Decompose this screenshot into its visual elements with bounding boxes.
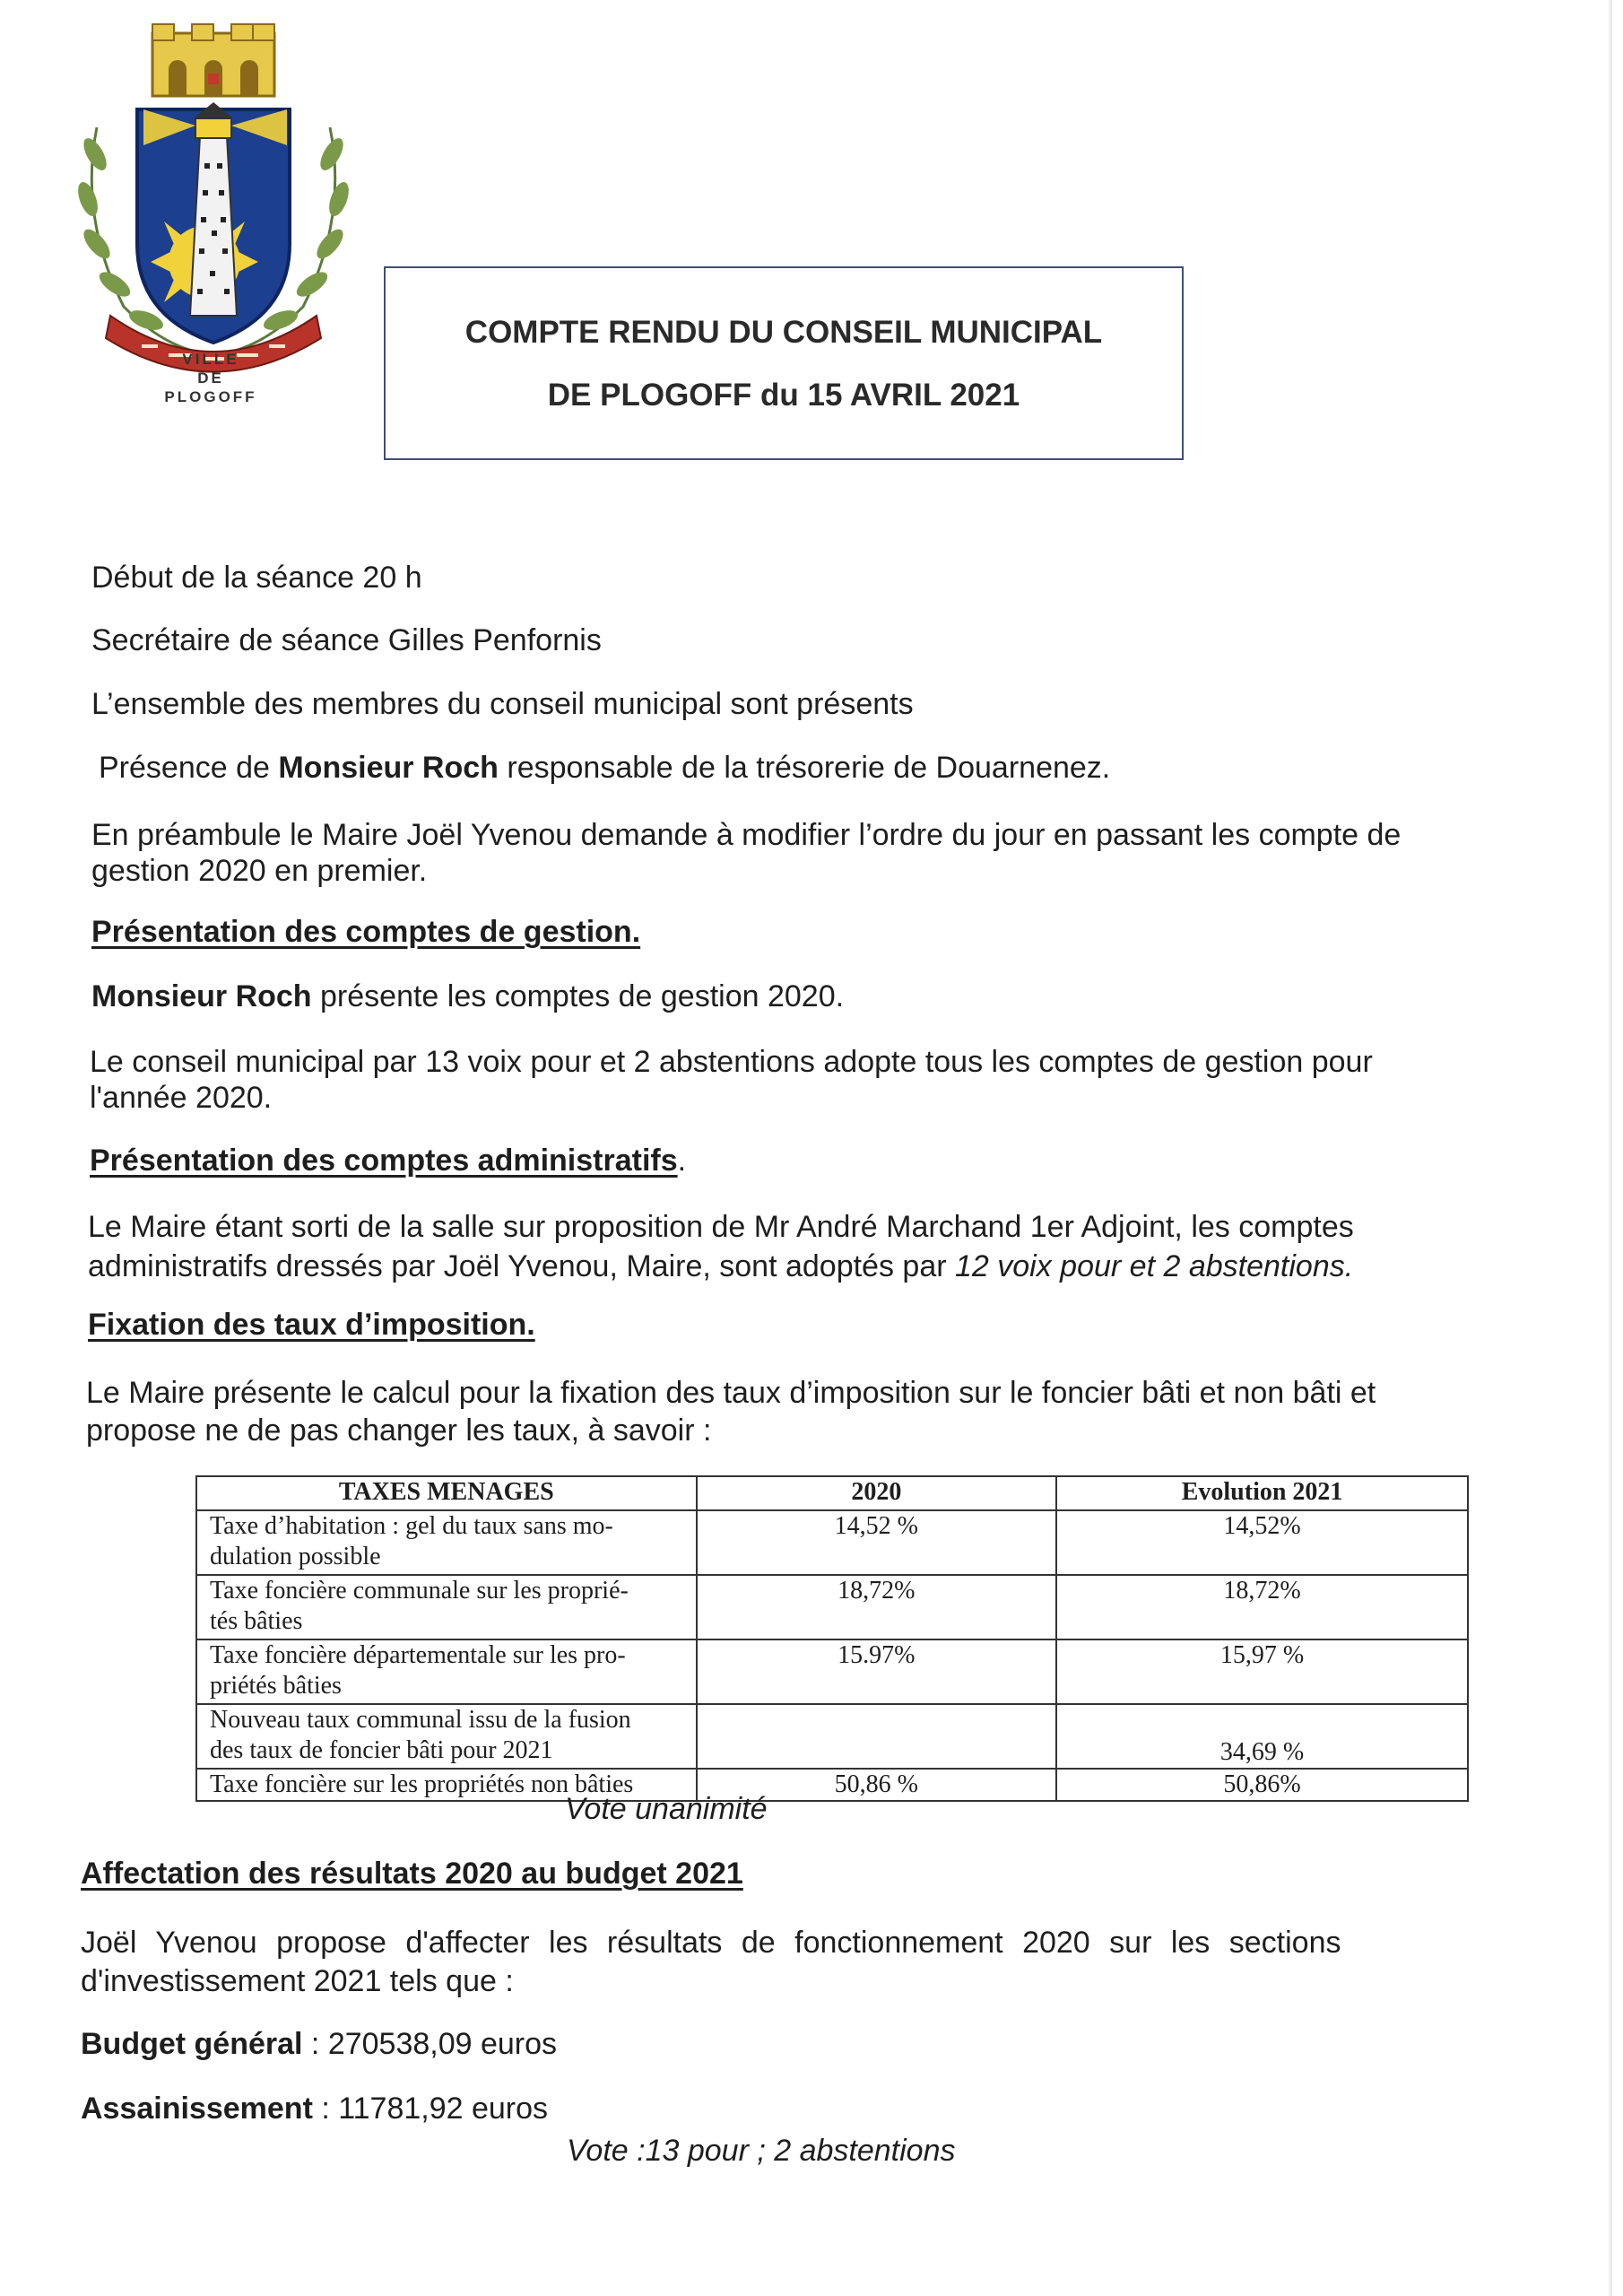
table-row xyxy=(196,1769,1468,1801)
preambule-line-2: gestion 2020 en premier. xyxy=(91,854,428,888)
affectation-line-1: Joël Yvenou propose d'affecter les résultats de fonctionnement 2020 sur les sections xyxy=(81,1926,1341,1960)
admin-line-2-italic: 12 voix pour et 2 abstentions. xyxy=(955,1249,1354,1283)
row-value-2021: 34,69 % xyxy=(1056,1704,1468,1769)
heading-taux-imposition: Fixation des taux d’imposition. xyxy=(88,1308,535,1342)
row-value-2020: 15.97% xyxy=(697,1639,1057,1704)
budget-general-line xyxy=(81,2025,557,2063)
row-label xyxy=(196,1575,697,1639)
admin-line-2 xyxy=(88,1248,1353,1285)
taux-line-2: propose ne de pas changer les taux, à savoir : xyxy=(86,1413,712,1448)
gestion-p2-line-1: Le conseil municipal par 13 voix pour et 2 abstentions adopte tous les comptes de gestion pour xyxy=(90,1045,1373,1079)
heading-comptes-gestion: Présentation des comptes de gestion. xyxy=(91,915,641,949)
row-value-2021: 50,86% xyxy=(1056,1769,1468,1801)
header-evolution-2021: Evolution 2021 xyxy=(1056,1476,1468,1510)
assainissement-label: Assainissement xyxy=(81,2092,313,2126)
heading-admin-suffix: . xyxy=(677,1144,687,1178)
presence-line xyxy=(99,749,1110,787)
taxes-table xyxy=(195,1475,1469,1802)
row-value-2020 xyxy=(697,1704,1057,1769)
row-value-2021: 14,52% xyxy=(1056,1510,1468,1575)
table-row xyxy=(196,1639,1468,1704)
row-label-line-1: Taxe foncière communale sur les proprié- xyxy=(210,1577,629,1605)
row-label-line-2: dulation possible xyxy=(210,1543,381,1570)
vote-unanimite: Vote unanimité xyxy=(565,1792,768,1826)
header-taxes-menages: TAXES MENAGES xyxy=(196,1476,697,1510)
secretaire-seance: Secrétaire de séance Gilles Penfornis xyxy=(91,623,602,657)
gestion-p1-bold: Monsieur Roch xyxy=(91,979,312,1013)
ville-word: VILLE xyxy=(182,351,239,368)
heading-admin-line xyxy=(90,1142,686,1179)
plogoff-word: PLOGOFF xyxy=(164,388,257,405)
table-row xyxy=(196,1510,1468,1575)
heading-affectation-resultats: Affectation des résultats 2020 au budget 2021 xyxy=(81,1857,743,1891)
row-value-2021: 15,97 % xyxy=(1056,1639,1468,1704)
row-value-2021: 18,72% xyxy=(1056,1575,1468,1639)
row-label-line-1: Taxe foncière départementale sur les pro- xyxy=(210,1641,626,1669)
vote-affectation: Vote :13 pour ; 2 abstentions xyxy=(567,2134,956,2168)
ville-de-plogoff-label xyxy=(135,350,287,406)
budget-general-label: Budget général xyxy=(81,2027,303,2061)
table-row xyxy=(196,1704,1468,1769)
page-edge xyxy=(1609,0,1612,2296)
header-2020: 2020 xyxy=(697,1476,1057,1510)
gestion-p2-line-2: l'année 2020. xyxy=(90,1081,273,1115)
row-value-2020: 50,86 % xyxy=(697,1769,1057,1801)
de-word: DE xyxy=(197,370,224,387)
budget-general-value: : 270538,09 euros xyxy=(302,2027,558,2061)
row-label xyxy=(196,1704,697,1769)
row-value-2020: 18,72% xyxy=(697,1575,1057,1639)
row-label-line-2: des taux de foncier bâti pour 2021 xyxy=(210,1736,553,1764)
gestion-p1-rest: présente les comptes de gestion 2020. xyxy=(311,979,845,1013)
row-label-line-2: tés bâties xyxy=(210,1607,303,1635)
admin-line-1: Le Maire étant sorti de la salle sur proposition de Mr André Marchand 1er Adjoint, les comptes xyxy=(88,1210,1354,1244)
assainissement-line xyxy=(81,2090,548,2127)
gestion-p1 xyxy=(91,978,844,1015)
row-label-line-1: Nouveau taux communal issu de la fusion xyxy=(210,1706,631,1734)
table-header-row xyxy=(196,1476,1468,1510)
title-line-2: DE PLOGOFF du 15 AVRIL 2021 xyxy=(547,378,1020,413)
plogoff-coat-of-arms-icon xyxy=(61,20,366,396)
row-value-2020: 14,52 % xyxy=(697,1510,1057,1575)
affectation-line-2: d'investissement 2021 tels que : xyxy=(81,1964,514,1998)
debut-seance: Début de la séance 20 h xyxy=(91,561,422,595)
title-box xyxy=(384,266,1184,460)
taux-line-1: Le Maire présente le calcul pour la fixation des taux d’imposition sur le foncier bâti et non bâti et xyxy=(86,1376,1376,1410)
presence-pre: Présence de xyxy=(99,751,279,785)
admin-line-2-pre: administratifs dressés par Joël Yvenou, Maire, sont adoptés par xyxy=(88,1249,955,1283)
preambule-line-1: En préambule le Maire Joël Yvenou demande à modifier l’ordre du jour en passant les compte de xyxy=(91,818,1402,852)
title-line-1: COMPTE RENDU DU CONSEIL MUNICIPAL xyxy=(464,315,1103,350)
table-row xyxy=(196,1575,1468,1639)
membres-presents: L’ensemble des membres du conseil municipal sont présents xyxy=(91,687,914,721)
presence-post: responsable de la trésorerie de Douarnenez. xyxy=(498,751,1111,785)
heading-comptes-administratifs: Présentation des comptes administratifs xyxy=(90,1144,678,1178)
row-label-line-2: priétés bâties xyxy=(210,1672,342,1700)
row-label xyxy=(196,1510,697,1575)
row-label-line-1: Taxe d’habitation : gel du taux sans mo- xyxy=(210,1512,613,1540)
row-label xyxy=(196,1639,697,1704)
assainissement-value: : 11781,92 euros xyxy=(312,2092,549,2126)
presence-bold: Monsieur Roch xyxy=(278,751,499,785)
row-label: Taxe foncière sur les propriétés non bâties xyxy=(196,1769,697,1801)
